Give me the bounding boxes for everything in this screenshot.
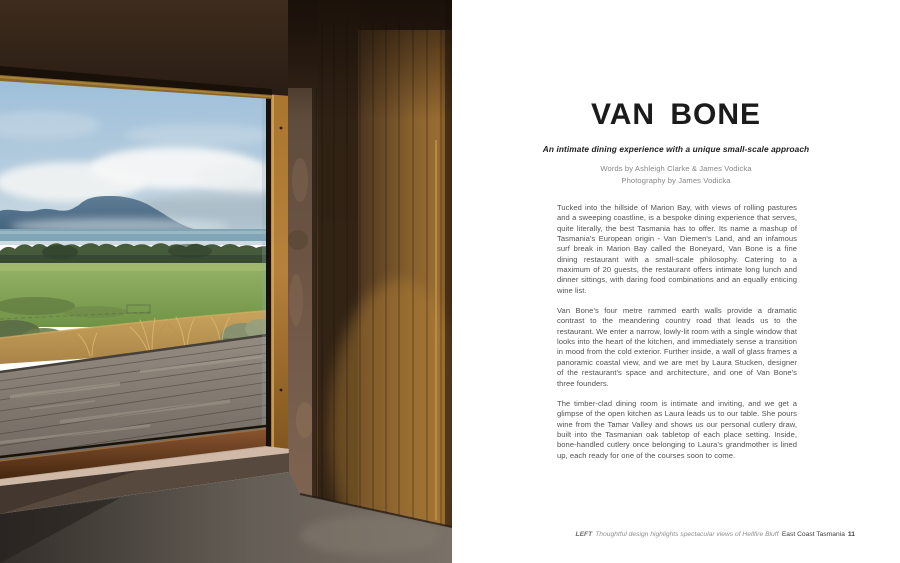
body-paragraph-1: Tucked into the hillside of Marion Bay, with views of rolling pastures and a sweeping coastline, is a bespoke dining experience that serves, quite literally, the best Tasmania has to offer. Its name a mashup of Tasmania's European origin - Van Diemen's Land, and an infamous surf break in Marion Bay called the Boneyard, Van Bone is a fine dining restaurant with a small-scale philosophy. Catering to a maximum of 20 guests, the restaurant offers intimate long lunch and dinner sittings, with daring food combinations and an equally enticing wine list. (557, 203, 797, 295)
caption-text: Thoughtful design highlights spectacular views of Hellfire Bluff (595, 531, 779, 538)
folio (782, 531, 855, 538)
article-subtitle: An intimate dining experience with a unique small-scale approach (542, 144, 810, 154)
caption-label: LEFT (575, 531, 593, 538)
body-paragraph-2: Van Bone's four metre rammed earth walls provide a dramatic contrast to the meandering country road that leads us to the restaurant. We enter a narrow, lowly-lit room with a single window that looks into the heart of the kitchen, and immediately sense a transition in mood from the cold exterior. Further inside, a wall of glass frames a panoramic coastal view, and we are met by Laura Stucken, designer of the restaurant's space and architecture, and one of Van Bone's three founders. (557, 306, 797, 388)
folio-text: East Coast Tasmania (781, 531, 845, 538)
body-paragraph-3: The timber-clad dining room is intimate and inviting, and we get a glimpse of the open kitchen as Laura leads us to our table. She pours wine from the Tamar Valley and shows us our personal cutlery draw, built into the Tasmanian oak tabletop of each place setting. Inside, bone-handled cutlery once belonging to Laura's grandmother is lined up, each ready for one of the courses soon to come. (557, 398, 797, 460)
photo-caption (556, 531, 798, 538)
byline-photography: Photography by James Vodicka (621, 176, 731, 185)
folio-page-number: 11 (847, 531, 855, 538)
page-title: VAN BONE (590, 98, 762, 131)
article-page (452, 0, 900, 563)
byline-words: Words by Ashleigh Clarke & James Vodicka (600, 164, 752, 173)
article-body (557, 203, 797, 471)
